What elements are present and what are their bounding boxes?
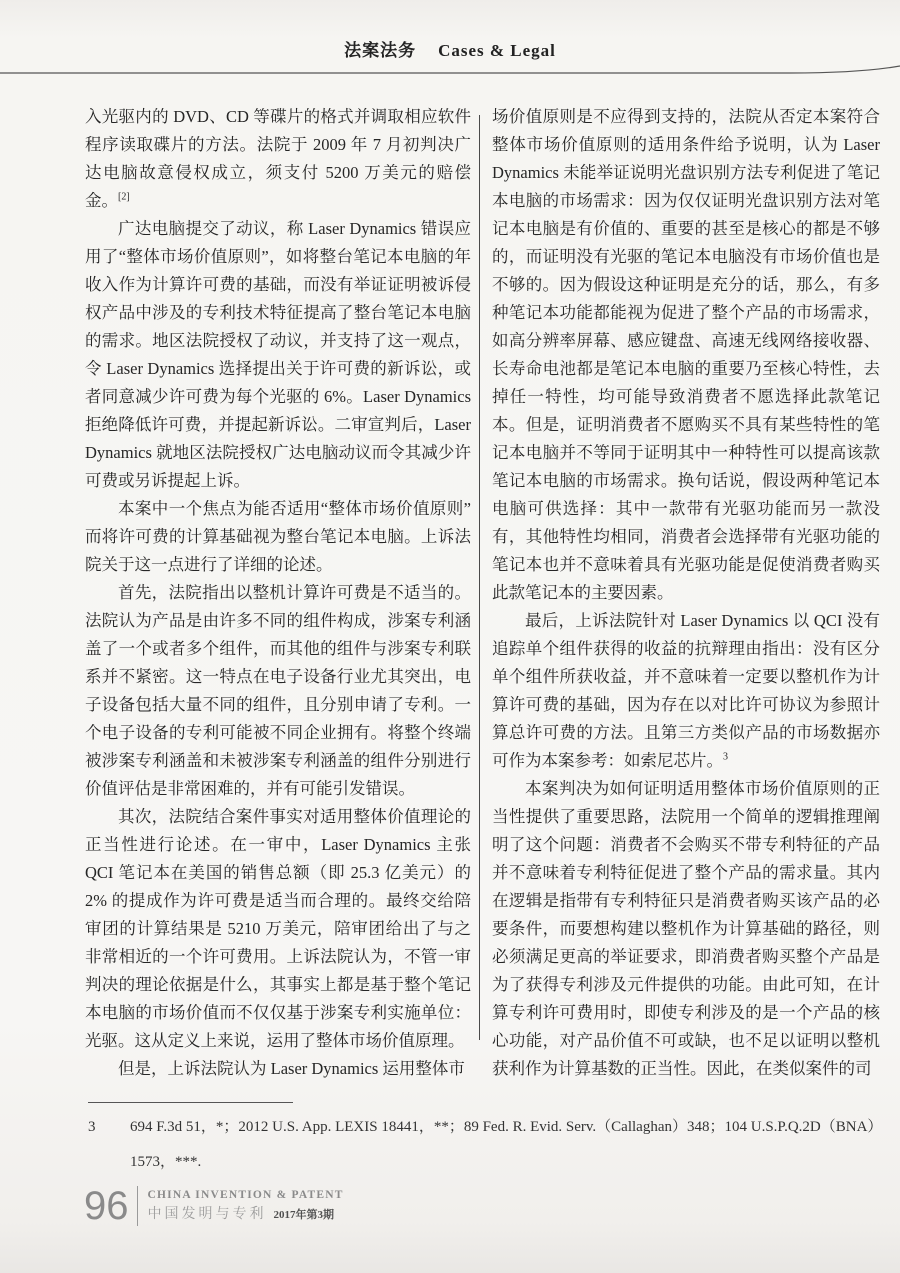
section-title-cn: 法案法务 (344, 41, 417, 60)
footnote-text: 694 F.3d 51，*；2012 U.S. App. LEXIS 18441，**；89 Fed. R. Evid. Serv.（Callaghan）348；104 U.S.P.Q.2D（BNA）1573，***. (130, 1119, 875, 1170)
article-paragraph: 本案判决为如何证明适用整体市场价值原则的正当性提供了重要思路，法院用一个简单的逻辑推理阐明了这个问题：消费者不会购买不带专利特征的产品并不意味着专利特征促进了整个产品的需求量。其内在逻辑是指带有专利特征只是消费者购买该产品的必要条件，而要想构建以整机作为计算基础的路径，则必须满足更高的举证要求，即消费者购买整个产品是为了获得专利涉及元件提供的功能。由此可知，在计算专利许可费用时，即使专利涉及的是一个产品的核心功能，对产品价值不可或缺，也不足以证明以整机获利作为计算基数的正当性。因此，在类似案件的司 (492, 779, 880, 1078)
page-header (0, 36, 900, 61)
column-divider (479, 115, 480, 1040)
article-paragraph: 最后，上诉法院针对 Laser Dynamics 以 QCI 没有追踪单个组件获得的收益的抗辩理由指出：没有区分单个组件所获收益，并不意味着一定要以整机作为计算许可费的基础，因为存在以对比许可协议为参照计算总许可费的方法。且第三方类似产品的市场数据亦可作为本案参考：如索尼芯片。$^3$ (492, 611, 880, 770)
page-number: 96 (84, 1184, 129, 1228)
footnote (88, 1110, 882, 1180)
article-paragraph: 本案中一个焦点为能否适用“整体市场价值原则”而将许可费的计算基础视为整台笔记本电脑。上诉法院关于这一点进行了详细的论述。 (85, 499, 471, 574)
right-column (492, 103, 880, 1083)
footnote-ref: 3 (723, 751, 728, 763)
left-column (85, 103, 471, 1083)
article-paragraph: 场价值原则是不应得到支持的，法院从否定本案符合整体市场价值原则的适用条件给予说明，认为 Laser Dynamics 未能举证说明光盘识别方法专利促进了笔记本电脑的市场需求：因为仅仅证明光盘识别方法对笔记本电脑是有价值的、重要的甚至是核心的都是不够的，而证明没有光驱的笔记本电脑没有市场价值也是不够的。因为假设这种证明是充分的话，那么，有多种笔记本功能都能视为促进了整个产品的市场需求，如高分辨率屏幕、感应键盘、高速无线网络接收器、长寿命电池都是笔记本电脑的重要乃至核心特性，去掉任一特性，均可能导致消费者不愿选择此款笔记本。但是，证明消费者不愿购买不具有某些特性的笔记本电脑并不等同于证明其中一种特性可以提高该款笔记本电脑的市场需求。换句话说，假设两种笔记本电脑可供选择：其中一款带有光驱功能而另一款没有，其他特性均相同，消费者会选择带有光驱功能的笔记本也并不意味着具有光驱功能是促使消费者购买此款笔记本的主要因素。 (492, 107, 880, 602)
footnote-ref: [2] (118, 191, 130, 203)
article-paragraph: 其次，法院结合案件事实对适用整体价值理论的正当性进行论述。在一审中，Laser Dynamics 主张 QCI 笔记本在美国的销售总额（即 25.3 亿美元）的 2% 的提成作为许可费是适当而合理的。最终交给陪审团的计算结果是 5210 万美元，陪审团给出了与之非常相近的一个许可费用。上诉法院认为，不管一审判决的理论依据是什么，其事实上都是基于整个笔记本电脑的市场价值而不仅仅基于涉案专利实施单位：光驱。这从定义上来说，运用了整体市场价值原理。 (85, 807, 471, 1050)
journal-name-cn: 中国发明与专利 (147, 1207, 267, 1222)
journal-name-en: CHINA INVENTION & PATENT (147, 1189, 344, 1201)
footer-divider (137, 1186, 138, 1226)
header-rule (0, 64, 900, 78)
journal-block (148, 1189, 344, 1223)
issue-label: 2017年第3期 (273, 1209, 334, 1221)
section-title-en: Cases & Legal (438, 41, 556, 60)
page-footer (84, 1184, 344, 1228)
article-paragraph: 广达电脑提交了动议，称 Laser Dynamics 错误应用了“整体市场价值原则”，如将整台笔记本电脑的年收入作为计算许可费的基础，而没有举证证明被诉侵权产品中涉及的专利技术特征提高了整台笔记本电脑的需求。地区法院授权了动议，并支持了这一观点，令 Laser Dynamics 选择提出关于许可费的新诉讼，或者同意减少许可费为每个光驱的 6%。Laser Dynamics 拒绝降低许可费，并提起新诉讼。二审宣判后，Laser Dynamics 就地区法院授权广达电脑动议而令其减少许可费或另诉提起上诉。 (85, 219, 471, 490)
footnote-number: 3 (88, 1119, 96, 1135)
article-paragraph: 但是，上诉法院认为 Laser Dynamics 运用整体市 (118, 1059, 465, 1078)
footnote-rule (88, 1102, 293, 1103)
article-paragraph: 首先，法院指出以整机计算许可费是不适当的。法院认为产品是由许多不同的组件构成，涉案专利涵盖了一个或者多个组件，而其他的组件与涉案专利联系并不紧密。这一特点在电子设备行业尤其突出，电子设备包括大量不同的组件，且分别申请了专利。一个电子设备的专利可能被不同企业拥有。将整个终端被涉案专利涵盖和未被涉案专利涵盖的组件分别进行价值评估是非常困难的，并有可能引发错误。 (85, 583, 471, 798)
article-paragraph: 入光驱内的 DVD、CD 等碟片的格式并调取相应软件程序读取碟片的方法。法院于 2009 年 7 月初判决广达电脑故意侵权成立，须支付 5200 万美元的赔偿金。[2] (85, 107, 471, 210)
